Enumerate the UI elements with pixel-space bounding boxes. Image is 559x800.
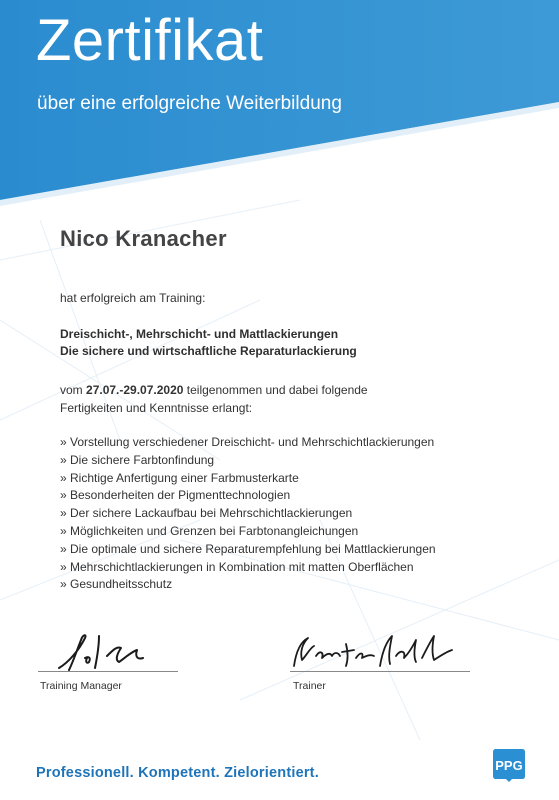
attendance-suffix: teilgenommen und dabei folgende (186, 383, 368, 397)
list-item: » Die sichere Farbtonfindung (60, 452, 215, 467)
list-item: » Die optimale und sichere Reparaturempfehlung bei Mattlackierungen (60, 541, 436, 556)
attendance-prefix: vom (60, 383, 83, 397)
certificate-subtitle: über eine erfolgreiche Weiterbildung (37, 93, 342, 114)
signature-line-left (38, 671, 178, 672)
signature-line-right (290, 671, 470, 672)
attendance-line-2: Fertigkeiten und Kenntnisse erlangt: (60, 401, 253, 415)
skills-list (60, 434, 436, 594)
list-item: » Gesundheitsschutz (60, 577, 173, 592)
list-item: » Der sichere Lackaufbau bei Mehrschichtlackierungen (60, 506, 353, 521)
list-item: » Richtige Anfertigung einer Farbmusterkarte (60, 470, 299, 485)
footer-tagline: Professionell. Kompetent. Zielorientiert. (36, 765, 319, 781)
course-title (60, 326, 357, 360)
attendance-text (60, 381, 368, 417)
ppg-logo (490, 746, 528, 784)
list-item: » Vorstellung verschiedener Dreischicht- und Mehrschichtlackierungen (60, 435, 435, 449)
training-manager-label: Training Manager (40, 680, 122, 692)
list-item: » Mehrschichtlackierungen in Kombination mit matten Oberflächen (60, 559, 414, 574)
certificate-title: Zertifikat (36, 8, 264, 73)
training-manager-signature (55, 628, 165, 674)
course-title-line-2: Die sichere und wirtschaftliche Reparaturlackierung (60, 344, 357, 358)
list-item: » Möglichkeiten und Grenzen bei Farbtonangleichungen (60, 523, 359, 538)
trainer-signature (290, 630, 460, 674)
recipient-name: Nico Kranacher (60, 226, 227, 251)
course-title-line-1: Dreischicht-, Mehrschicht- und Mattlackierungen (60, 327, 339, 341)
trainer-label: Trainer (293, 680, 326, 692)
logo-text: PPG (495, 758, 523, 773)
intro-text: hat erfolgreich am Training: (60, 291, 206, 305)
attendance-date: 27.07.-29.07.2020 (86, 383, 184, 397)
list-item: » Besonderheiten der Pigmenttechnologien (60, 488, 291, 503)
